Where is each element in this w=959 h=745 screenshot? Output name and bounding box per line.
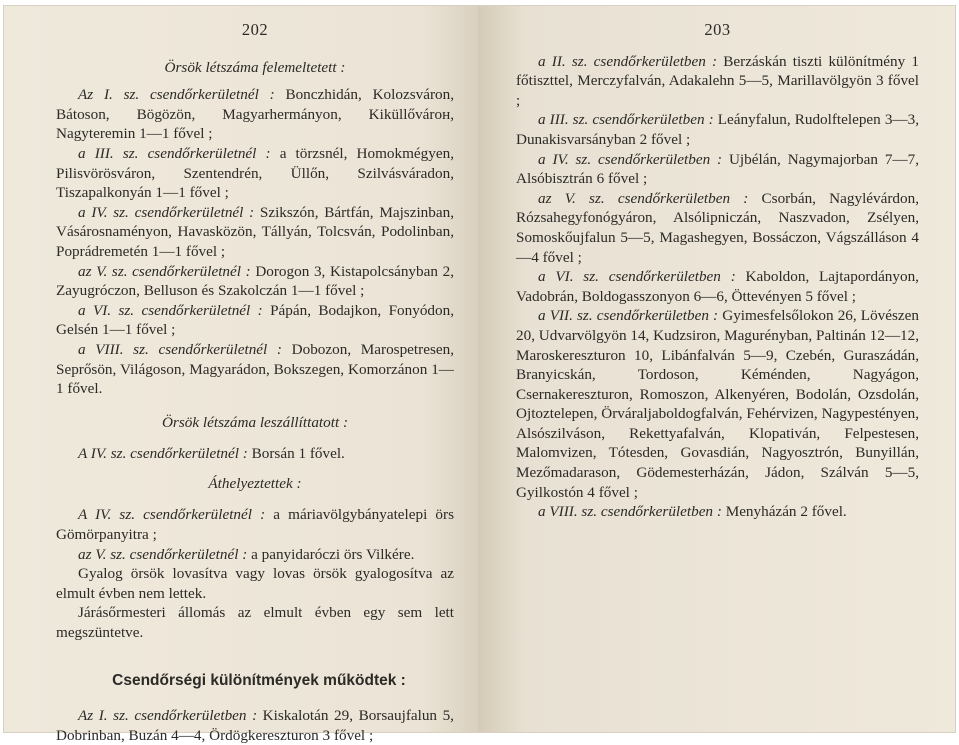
entry-text: Csorbán, Nagylévárdon, Rózsahegyfonógyáron, Alsólipniczán, Naszvadon, Zsélyen, Somoskőujfalun 5—5, Magashegyen, Bossáczon, Vágszálláson 4—4 fővel ; bbox=[516, 189, 919, 266]
district-label: az V. sz. csendőrkerületnél : bbox=[78, 545, 248, 563]
entry-paragraph bbox=[56, 505, 454, 544]
entry-paragraph bbox=[516, 52, 919, 111]
entry-paragraph bbox=[56, 262, 454, 301]
page-number: 202 bbox=[241, 20, 269, 39]
district-label: a VI. sz. csendőrkerületben : bbox=[538, 268, 736, 286]
entry-list bbox=[56, 444, 454, 464]
district-label: a III. sz. csendőrkerületben : bbox=[538, 111, 714, 129]
entry-text: Borsán 1 fővel. bbox=[247, 445, 345, 463]
district-label: az V. sz. csendőrkerületben : bbox=[538, 189, 749, 207]
district-label: a VIII. sz. csendőrkerületnél : bbox=[78, 340, 282, 358]
entry-paragraph bbox=[56, 203, 454, 262]
entry-text: Ujbélán, Nagymajorban 7—7, Alsóbisztrán 6 fővel ; bbox=[516, 150, 919, 188]
district-label: a IV. sz. csendőrkerületnél : bbox=[78, 203, 255, 221]
district-label: A IV. sz. csendőrkerületnél : bbox=[78, 445, 248, 463]
entry-text: Szikszón, Bártfán, Majszinban, Vásárosnaményon, Havasközön, Tállyán, Tolcsván, Podolinban, Poprádremetén 1—1 fővel ; bbox=[56, 203, 454, 260]
entry-paragraph bbox=[516, 267, 919, 306]
entry-list bbox=[56, 85, 454, 399]
paragraph: Gyalog örsök lovasítva vagy lovas örsök gyalogosítva az elmult évben nem lettek. bbox=[56, 565, 454, 602]
paragraph: Járásőrmesteri állomás az elmult évben egy sem lett megszüntetve. bbox=[56, 604, 454, 642]
entry-paragraph bbox=[56, 444, 454, 464]
entry-paragraph bbox=[516, 110, 919, 149]
page-number: 203 bbox=[704, 20, 731, 39]
entry-paragraph bbox=[56, 144, 454, 203]
entry-list bbox=[56, 706, 454, 745]
entry-paragraph bbox=[516, 189, 919, 267]
entry-paragraph bbox=[56, 301, 454, 340]
entry-paragraph bbox=[56, 545, 454, 565]
entry-text: Kaboldon, Lajtapordányon, Vadobrán, Boldogasszonyon 6—6, Öttevényen 5 fővel ; bbox=[516, 268, 919, 305]
entry-paragraph bbox=[516, 306, 919, 502]
entry-text: Dorogon 3, Kistapolcsányban 2, Zayugróczon, Belluson és Szakolczán 1—1 fővel ; bbox=[56, 262, 454, 300]
district-label: a VII. sz. csendőrkerületben : bbox=[538, 307, 719, 325]
entry-text: Kiskalotán 29, Borsaujfalun 5, Dobrinban, Buzán 4—4, Ördögkereszturon 3 fővel ; bbox=[56, 707, 454, 744]
section-heading: Áthelyeztettek : bbox=[208, 474, 302, 492]
entry-text: Bonczhidán, Kolozsváron, Bátoson, Bögözön, Magyarhermányon, Kiküllővárон, Nagyteremin 1—1 fővel ; bbox=[56, 86, 454, 143]
section-heading: Örsök létszáma leszállíttatott : bbox=[161, 413, 349, 431]
entry-text: Berzáskán tiszti különítmény 1 főtiszttel, Merczyfalván, Adakalehn 5—5, Marillavölgyön 3 fővel ; bbox=[516, 52, 919, 109]
entry-paragraph bbox=[56, 706, 454, 745]
left-page bbox=[4, 6, 478, 744]
district-label: a VI. sz. csendőrkerületnél : bbox=[78, 301, 263, 319]
section-heading-bold: Csendőrségi különítmények működtek : bbox=[112, 671, 406, 689]
entry-text: a máriavölgybányatelepi örs Gömörpanyitra ; bbox=[56, 506, 454, 544]
entry-list bbox=[516, 52, 919, 522]
entry-text: a törzsnél, Homokmégyen, Pilisvörösváron, Szentendrén, Üllőn, Szilvásváradon, Tiszapalkonyán 1—1 fővel ; bbox=[56, 144, 454, 202]
book-spread bbox=[4, 6, 955, 744]
district-label: A IV. sz. csendőrkerületnél : bbox=[78, 506, 266, 524]
district-label: a III. sz. csendőrkerületnél : bbox=[78, 144, 271, 162]
section-heading: Örsök létszáma felemeltetett : bbox=[164, 58, 346, 76]
right-page bbox=[478, 6, 955, 732]
entry-text: Pápán, Bodajkon, Fonyódon, Gelsén 1—1 fővel ; bbox=[56, 301, 454, 339]
district-label: a II. sz. csendőrkerületben : bbox=[538, 52, 718, 70]
entry-text: Leányfalun, Rudolftelepen 3—3, Dunakisvarsányban 2 fővel ; bbox=[516, 111, 919, 148]
district-label: a VIII. sz. csendőrkerületben : bbox=[538, 503, 722, 521]
district-label: Az I. sz. csendőrkerületben : bbox=[78, 707, 258, 725]
entry-text: Dobozon, Marospetresen, Seprősön, Világoson, Magyarádon, Bokszegen, Komorzánon 1—1 fővel. bbox=[56, 340, 454, 398]
entry-text: a panyidaróczi örs Vilkére. bbox=[247, 545, 415, 563]
entry-text: Menyházán 2 fővel. bbox=[721, 503, 847, 521]
entry-text: Gyimesfelsőlokon 26, Lövészen 20, Udvarvölgyön 14, Kudzsiron, Magurényban, Paltinán 12—12, Maroskereszturon 10, Libánfalván 5—9, Czebén, Guraszádán, Branyicskán, Tordoson, Kéménden, Nagyágon, Csernakereszturon, Romoszon, Alkenyéren, Bodolán, Ozsdolán, Ojtoztelepen, Örváraljaboldogfalván, Fehérvizen, Nagypestényen, Alsószilváson, Rekettyafalván, Klopativán, Felpestesen, Malomvizen, Tótesden, Govasdián, Nagyosztrón, Bunyillán, Mezőmadarason, Gödemesterházán, Jádon, Szálván 5—5, Gyilkostón 4 fővel ; bbox=[516, 307, 919, 501]
district-label: az V. sz. csendőrkerületnél : bbox=[78, 262, 251, 280]
district-label: Az I. sz. csendőrkerületnél : bbox=[78, 86, 275, 104]
entry-paragraph bbox=[56, 85, 454, 144]
entry-list bbox=[56, 505, 454, 564]
entry-paragraph bbox=[56, 340, 454, 399]
district-label: a IV. sz. csendőrkerületben : bbox=[538, 150, 723, 168]
entry-paragraph bbox=[516, 150, 919, 189]
entry-paragraph bbox=[516, 502, 919, 522]
